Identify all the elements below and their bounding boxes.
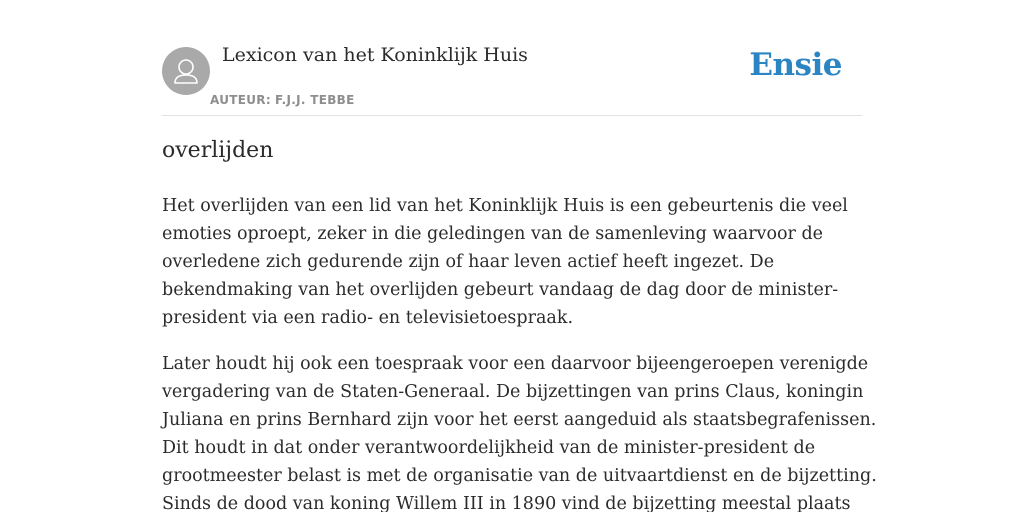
text-line: Juliana en prins Bernhard zijn voor het eerst aangeduid als staatsbegrafenissen. xyxy=(162,410,877,430)
user-avatar-icon[interactable] xyxy=(162,47,210,95)
text-line: emoties oproept, zeker in die geledingen van de samenleving waarvoor de xyxy=(162,224,824,244)
text-line: president via een radio- en televisietoespraak. xyxy=(162,308,574,328)
article-body xyxy=(162,192,877,512)
text-line: bekendmaking van het overlijden gebeurt vandaag de dag door de minister- xyxy=(162,280,839,300)
text-line: grootmeester belast is met de organisatie van de uitvaartdienst en de bijzetting. xyxy=(162,466,877,486)
text-line: Dit houdt in dat onder verantwoordelijkheid van de minister-president de xyxy=(162,438,816,458)
author-line xyxy=(210,93,355,107)
text-line: overledene zich gedurende zijn of haar leven actief heeft ingezet. De xyxy=(162,252,775,272)
author-label: AUTEUR: xyxy=(210,93,271,107)
header xyxy=(162,0,862,116)
paragraph xyxy=(162,350,877,512)
text-line: Sinds de dood van koning Willem III in 1890 vind de bijzetting meestal plaats xyxy=(162,494,851,512)
article-title: overlijden xyxy=(162,138,274,163)
book-title[interactable]: Lexicon van het Koninklijk Huis xyxy=(222,44,528,66)
text-line: Het overlijden van een lid van het Koninklijk Huis is een gebeurtenis die veel xyxy=(162,196,848,216)
author-name[interactable]: F.J.J. TEBBE xyxy=(274,93,355,107)
text-line: vergadering van de Staten-Generaal. De bijzettingen van prins Claus, koningin xyxy=(162,382,864,402)
text-line: Later houdt hij ook een toespraak voor een daarvoor bijeengeroepen verenigde xyxy=(162,354,869,374)
paragraph xyxy=(162,192,862,332)
ensie-logo[interactable]: Ensie xyxy=(749,47,842,83)
